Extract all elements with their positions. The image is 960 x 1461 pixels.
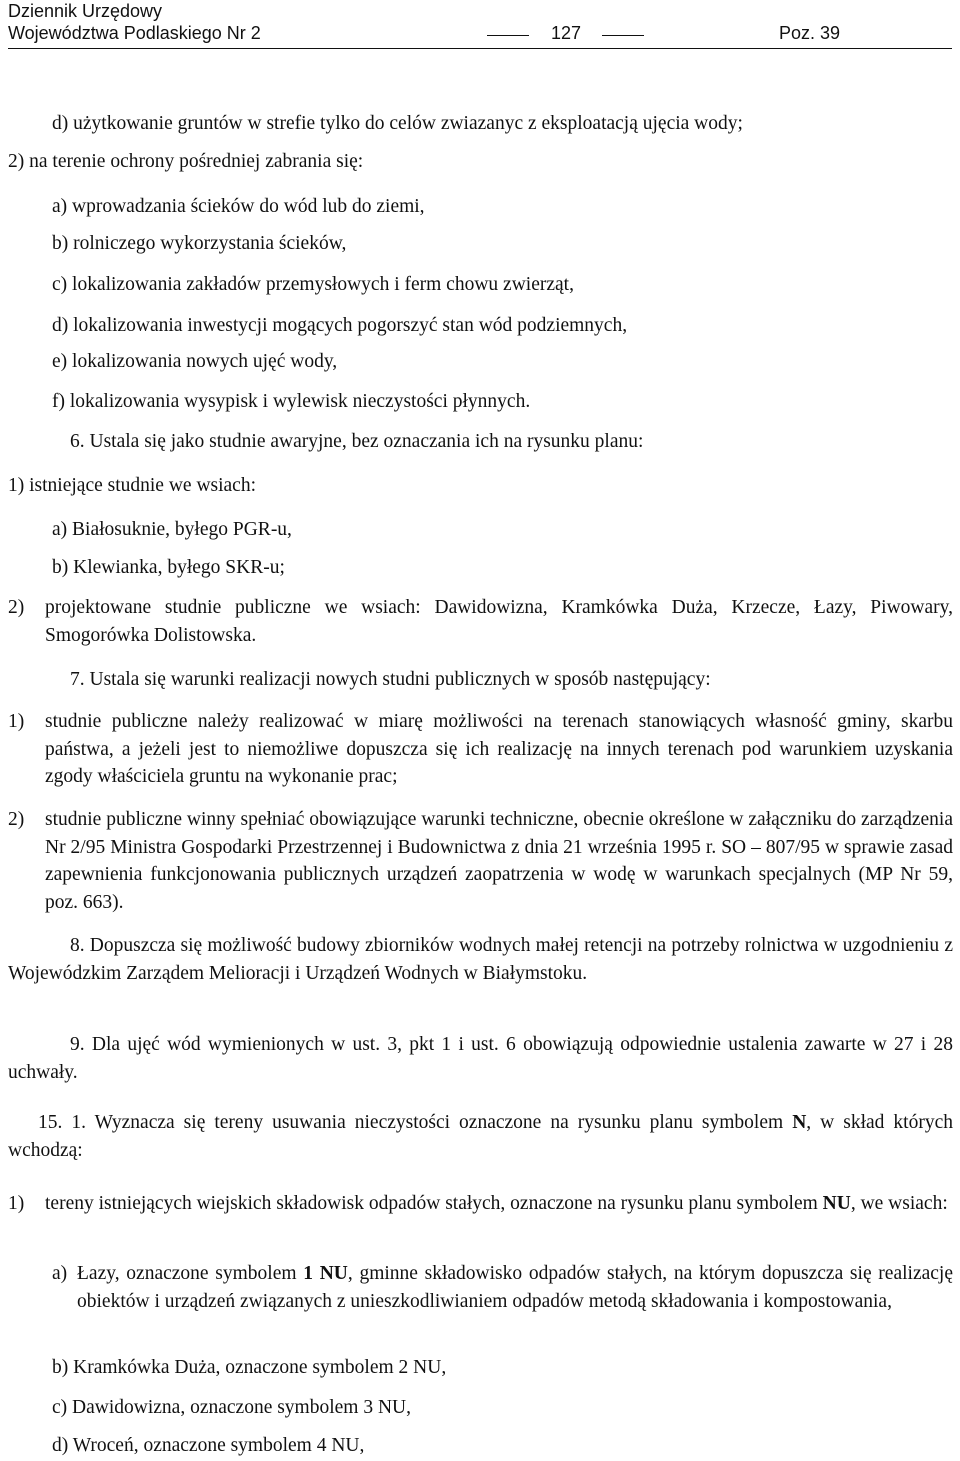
section-15-item-1d: d) Wroceń, oznaczone symbolem 4 NU, bbox=[52, 1435, 365, 1456]
section-6: 6. Ustala się jako studnie awaryjne, bez oznaczania ich na rysunku planu: bbox=[70, 431, 644, 452]
section-15-text: 15. 1. Wyznacza się tereny usuwania nieczystości oznaczone na rysunku planu symbolem bbox=[38, 1112, 793, 1133]
symbol-1nu: 1 NU bbox=[303, 1263, 348, 1284]
section-7-item-2 bbox=[8, 806, 953, 916]
item-c: c) lokalizowania zakładów przemysłowych i ferm chowu zwierząt, bbox=[52, 274, 574, 295]
item-text-end: , we wsiach: bbox=[850, 1193, 948, 1214]
section-9: 9. Dla ujęć wód wymienionych w ust. 3, pkt 1 i ust. 6 obowiązują odpowiednie ustalenia zawarte w 27 i 28 uchwały. bbox=[8, 1034, 953, 1083]
item-text bbox=[77, 1260, 953, 1315]
journal-title: Dziennik Urzędowy bbox=[8, 1, 163, 21]
position-number: Poz. 39 bbox=[778, 23, 840, 43]
section-7: 7. Ustala się warunki realizacji nowych studni publicznych w sposób następujący: bbox=[70, 669, 711, 690]
item-f: f) lokalizowania wysypisk i wylewisk nieczystości płynnych. bbox=[52, 391, 531, 412]
header-rule bbox=[8, 48, 952, 49]
journal-issue: Województwa Podlaskiego Nr 2 bbox=[8, 23, 261, 43]
item-label: 1) bbox=[8, 1193, 25, 1214]
section-6-item-1: 1) istniejące studnie we wsiach: bbox=[8, 475, 257, 496]
section-15-intro bbox=[8, 1109, 953, 1164]
page-number-dash-left bbox=[487, 35, 529, 36]
item-label: 2) bbox=[8, 809, 25, 830]
item-a: a) wprowadzania ścieków do wód lub do ziemi, bbox=[52, 196, 425, 217]
item-text: projektowane studnie publiczne we wsiach: Dawidowizna, Kramkówka Duża, Krzecze, Łazy, Piwowary, Smogorówka Dolistowska. bbox=[45, 597, 953, 646]
section-6-item-2 bbox=[8, 594, 953, 649]
item-text-end: , gminne składowisko odpadów stałych, na którym dopuszcza się realizację obiektów i urządzeń związanych z unieszkodliwianiem odpadów metodą składowania i kompostowania, bbox=[77, 1263, 953, 1312]
item-d-land-use: d) użytkowanie gruntów w strefie tylko do celów zwiazanyc z eksploatacją ujęcia wody; bbox=[52, 113, 743, 134]
section-7-item-1 bbox=[8, 708, 953, 791]
section-8: 8. Dopuszcza się możliwość budowy zbiorników wodnych małej retencji na potrzeby rolnictwa w uzgodnieniu z Wojewódzkim Zarządem Melioracji i Urządzeń Wodnych w Białymstoku. bbox=[8, 935, 953, 984]
item-label: 2) bbox=[8, 597, 25, 618]
page-number-dash-right bbox=[602, 35, 644, 36]
section-15-item-1c: c) Dawidowizna, oznaczone symbolem 3 NU, bbox=[52, 1397, 412, 1418]
item-e: e) lokalizowania nowych ujęć wody, bbox=[52, 351, 338, 372]
item-text: studnie publiczne należy realizować w miarę możliwości na terenach stanowiących własność gminy, skarbu państwa, a jeżeli jest to niemożliwe dopuszcza się ich realizację na innych terenach pod warunkiem uzyskania zgody właściciela gruntu na wykonanie prac; bbox=[45, 711, 953, 787]
section-6-item-1b: b) Klewianka, byłego SKR-u; bbox=[52, 557, 285, 578]
item-text: studnie publiczne winny spełniać obowiązujące warunki techniczne, obecnie określone w załączniku do zarządzenia Nr 2/95 Ministra Gospodarki Przestrzennej i Budownictwa z dnia 21 września 1995 r. SO – 807/95 w sprawie zasad zapewnienia funkcjonowania publicznych urządzeń zaopatrzenia w wodę w warunkach specjalnych (MP Nr 59, poz. 663). bbox=[45, 809, 953, 913]
item-text-part: tereny istniejących wiejskich składowisk odpadów stałych, oznaczone na rysunku planu symbolem bbox=[45, 1193, 823, 1214]
page-number: 127 bbox=[550, 23, 582, 43]
section-15-item-1a bbox=[52, 1260, 953, 1315]
section-15-text-end: , w skład których wchodzą: bbox=[8, 1112, 953, 1161]
section-15-item-1b: b) Kramkówka Duża, oznaczone symbolem 2 NU, bbox=[52, 1357, 447, 1378]
symbol-nu: NU bbox=[822, 1193, 851, 1214]
item-label: 1) bbox=[8, 711, 25, 732]
symbol-n: N bbox=[792, 1112, 807, 1133]
item-d: d) lokalizowania inwestycji mogących pogorszyć stan wód podziemnych, bbox=[52, 315, 628, 336]
section-15-item-1 bbox=[8, 1190, 953, 1218]
item-b: b) rolniczego wykorzystania ścieków, bbox=[52, 233, 347, 254]
item-label: a) bbox=[52, 1263, 68, 1284]
section-6-item-1a: a) Białosuknie, byłego PGR-u, bbox=[52, 519, 292, 540]
item-2-indirect-zone: 2) na terenie ochrony pośredniej zabrania się: bbox=[8, 151, 364, 172]
item-text bbox=[45, 1190, 953, 1218]
page-header bbox=[8, 0, 952, 50]
item-text-part: Łazy, oznaczone symbolem bbox=[77, 1263, 304, 1284]
